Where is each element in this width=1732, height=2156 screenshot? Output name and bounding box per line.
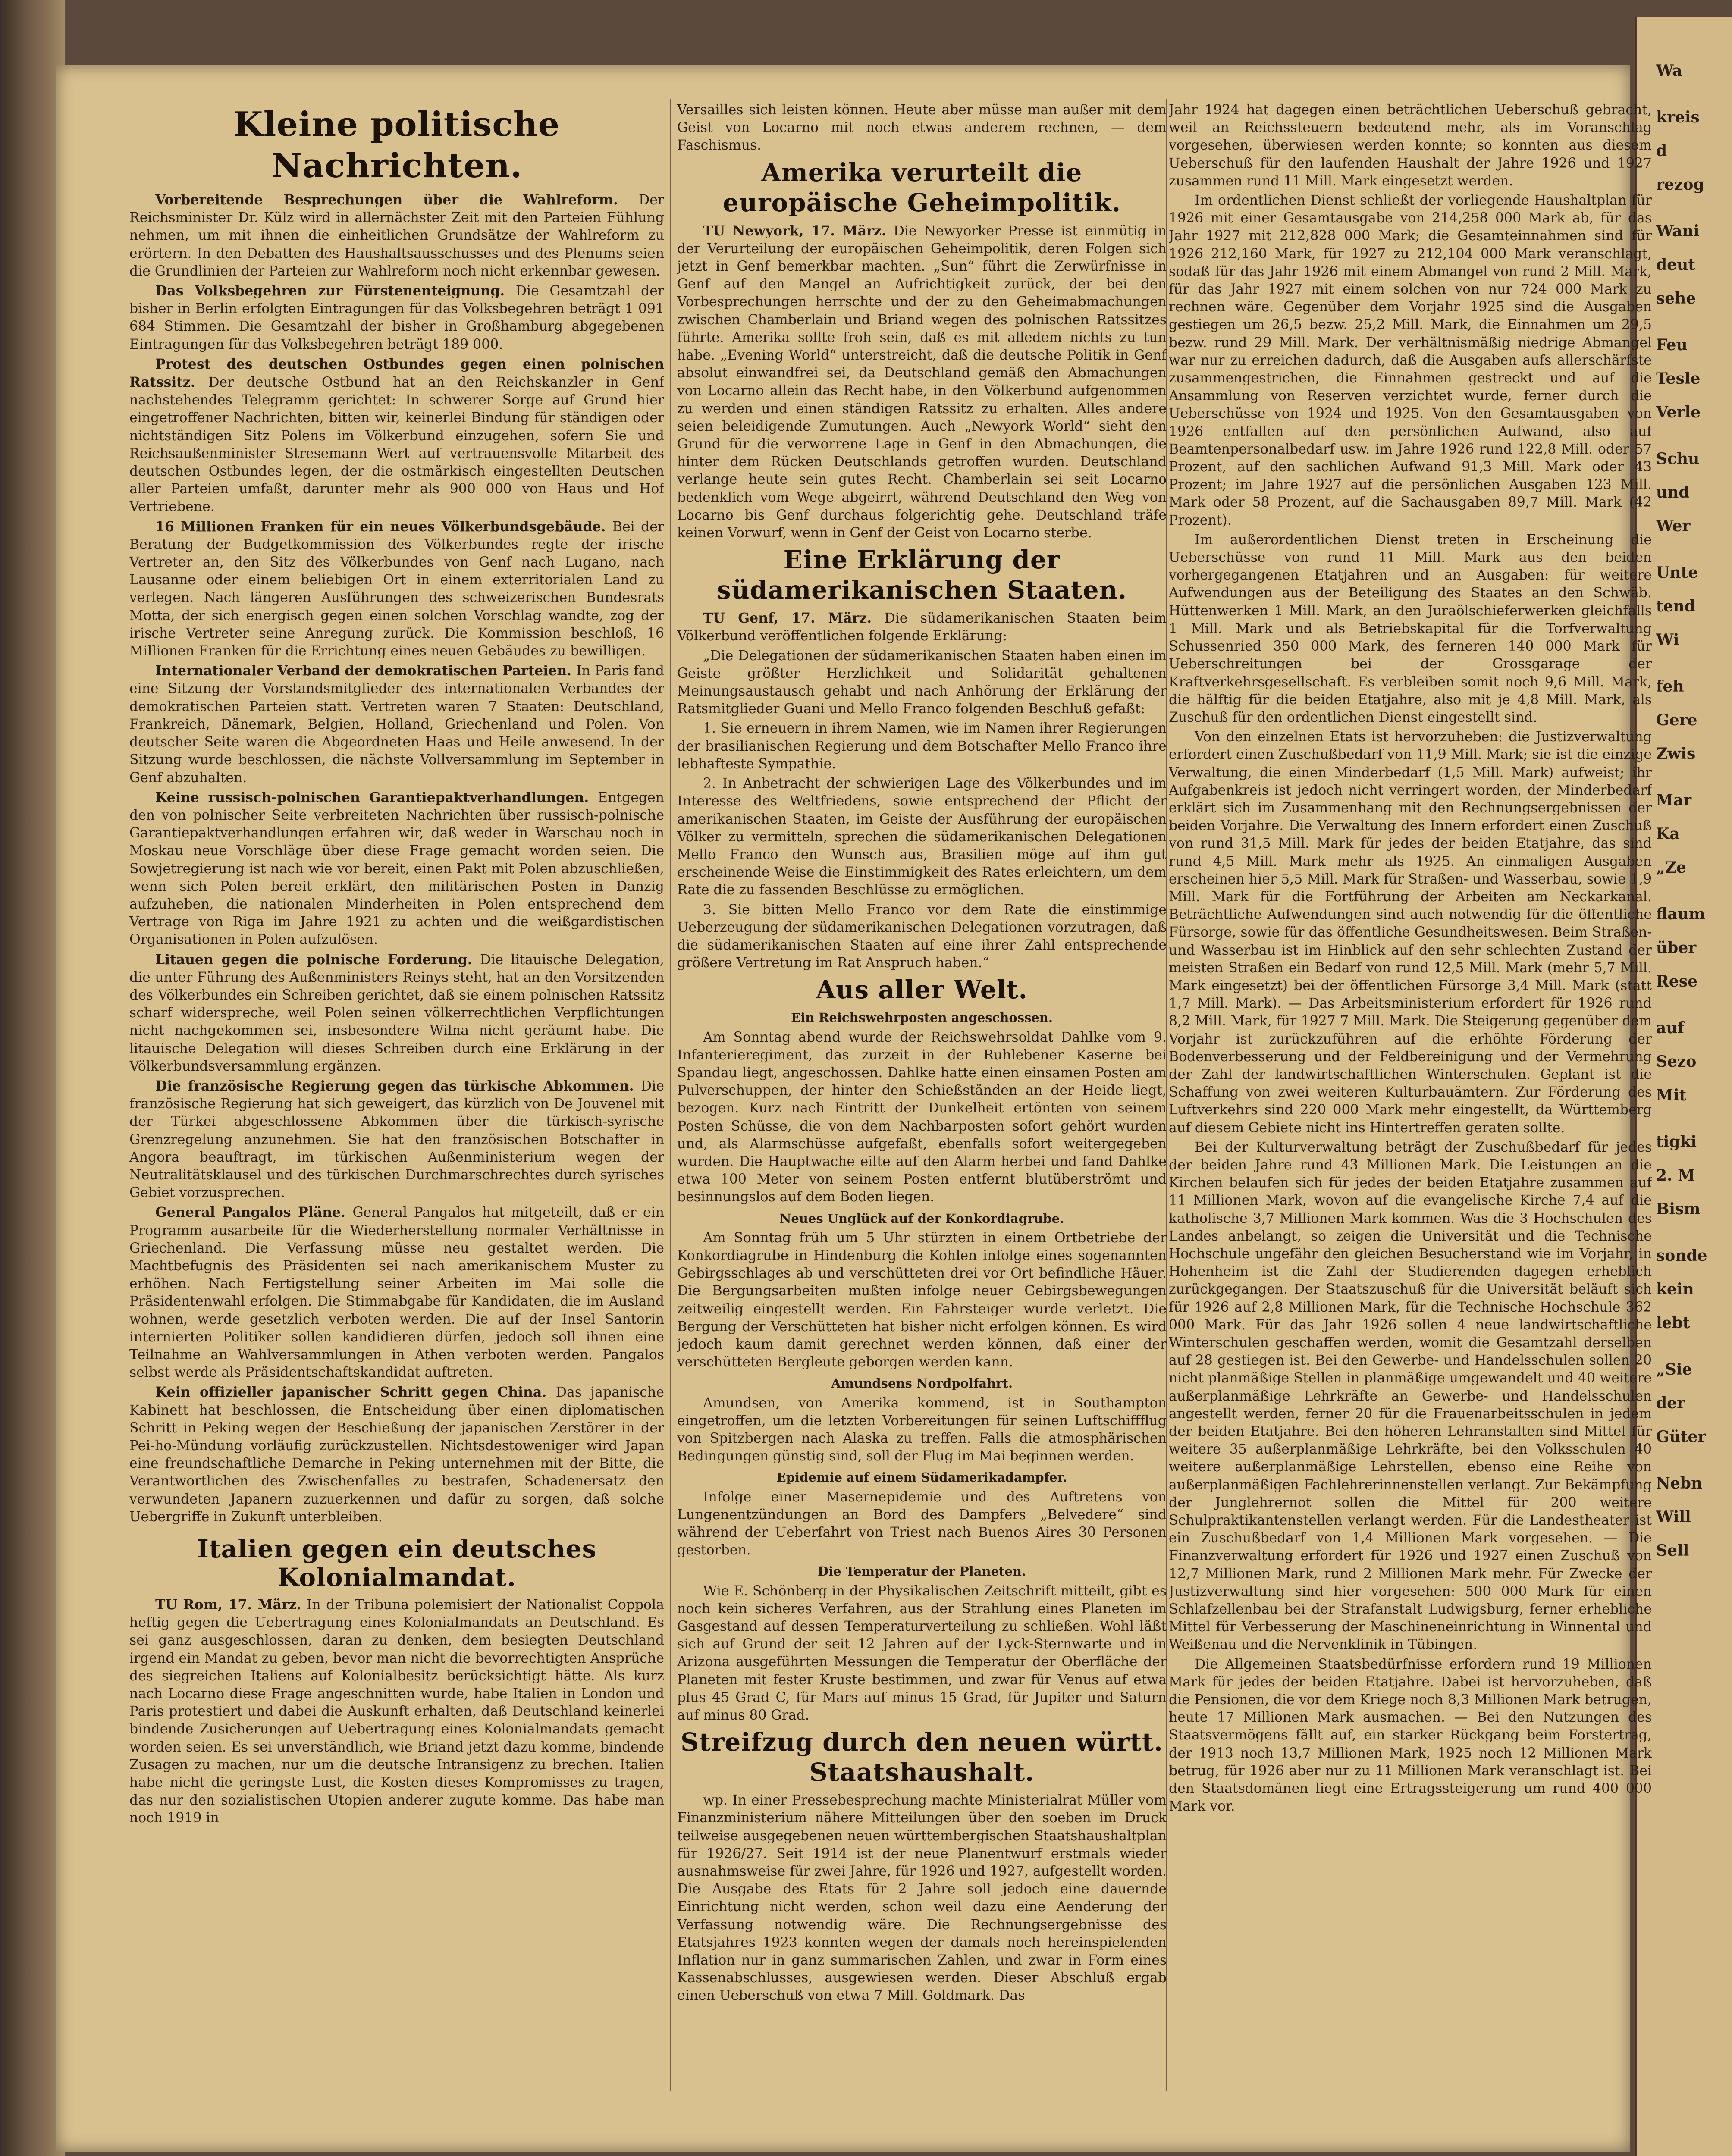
adjacent-page-fragment: kreis [1656,108,1700,126]
adjacent-page-fragment: d [1656,142,1667,160]
adjacent-page-fragment: Wi [1656,631,1679,649]
adjacent-page-fragment: Nebn [1656,1474,1703,1492]
article-text: Im außerordentlichen Dienst treten in Erscheinung die Ueberschüsse von rund 11 Mill. Mark aus den beiden vorhergegangenen Etatjahren und an Ausgaben: für weitere Aufwendungen aus der Beteiligung des Staates an den Schwäb. Hüttenwerken 1 Mill. Mark, an den Juraölschieferwerken gleichfalls 1 Mill. Mark und als Betriebskapital für die Torfverwaltung Schussenried 350 000 Mark, des ferneren 140 000 Mark für Ueberschreitungen bei der Grossgarage der Kraftverkehrsgesellschaft. Es verbleiben somit noch 9,6 Mill. Mark, die hälftig für die beiden Etatjahre, also mit je 4,8 Mill. Mark, als Zuschuß für den ordentlichen Dienst eingestellt sind. [1169,532,1652,725]
news-item-text: Das japanische Kabinett hat beschlossen, die Entscheidung über einen diplomatischen Schritt in Peking wegen der Beschießung der japanischen Zerstörer in der Pei-ho-Mündung vorläufig zurückzustellen. Nichtsdestoweniger wird Japan eine freundschaftliche Demarche in Peking unternehmen mit der Bitte, die Verantwortlichen des Zwischenfalles zu bestrafen, Schadenersatz den verwundeten Japanern zuzuerkennen und dafür zu sorgen, daß solche Uebergriffe in Zukunft unterbleiben. [129,1385,664,1525]
adjacent-page-fragment: Will [1656,1508,1691,1526]
adjacent-page-fragment: sehe [1656,289,1696,307]
article-text: Von den einzelnen Etats ist hervorzuheben: die Justizverwaltung erfordert einen Zuschußbedarf von 11,9 Mill. Mark; sie ist die einzige Verwaltung, die einen Minderbedarf (1,5 Mill. Mark) aufweist; ihr Aufgabenkreis ist jedoch nicht verringert worden, der Minderbedarf erklärt sich im Zusammenhang mit den Rechnungsergebnissen der beiden Vorjahre. Die Verwaltung des Innern erfordert einen Zuschuß von rund 31,5 Mill. Mark für jedes der beiden Etatjahre, das sind rund 4,5 Mill. Mark mehr als 1925. An einmaligen Ausgaben erscheinen hier 5,5 Mill. Mark für Straßen- und Wasserbau, sowie 1,9 Mill. Mark für die Fortführung der Arbeiten am Neckarkanal. Beträchtliche Aufwendungen sind auch notwendig für die öffentliche Fürsorge, sowie für das öffentliche Gesundheitswesen. Beim Straßen- und Wasserbau ist im Hinblick auf den sehr schlechten Zustand der meisten Straßen ein Bedarf von rund 12,5 Mill. Mark (mehr 5,7 Mill. Mark eingesetzt) bei der öffentlichen Fürsorge 3,4 Mill. Mark (statt 1,7 Mill. Mark). — Das Arbeitsministerium erfordert für 1926 rund 8,2 Mill. Mark, für 1927 7 Mill. Mark. Die Steigerung gegenüber dem Vorjahr ist zurückzuführen auf die erhöhte Förderung der Bodenverbesserung und der Feldbereinigung und der Vermehrung der Zahl der landwirtschaftlichen Winterschulen. Geplant ist die Schaffung von zwei weiteren Kulturbauämtern. Zur Förderung des Luftverkehrs sind 220 000 Mark mehr eingestellt, da Württemberg auf diesem Gebiete nicht ins Hintertreffen geraten sollte. [1169,729,1652,1136]
headline-italien: Italien gegen ein deutsches Kolonialmandat. [197,1534,597,1592]
adjacent-page-fragment: „Sie [1656,1360,1692,1379]
article-text: Am Sonntag abend wurde der Reichswehrsoldat Dahlke vom 9. Infanterieregiment, das zurzeit in der Ruhlebener Kaserne bei Spandau liegt, angeschossen. Dahlke hatte einen einsamen Posten am Pulverschuppen, der hinter den Schießständen an der Heide liegt, bezogen. Kurz nach Eintritt der Dunkelheit ertönten von seinem Posten Schüsse, die von dem Nachbarposten sofort gehört wurden und, als Alarmschüsse aufgefaßt, ebenfalls sofort weitergegeben wurden. Die Hauptwache eilte auf den Alarm herbei und fand Dahlke etwa 100 Meter von seinem Posten entfernt blutüberströmt und besinnungslos auf dem Boden liegen. [677,1029,1167,1205]
adjacent-page-fragment: über [1656,939,1697,957]
news-item-text: Bei der Beratung der Budgetkommission des Völkerbundes regte der irische Vertreter an, den Sitz des Völkerbundes von Genf nach Lugano, nach Lausanne oder einem beliebigen Ort in einem exterritorialen Land zu verlegen. Nach längeren Ausführungen des schweizerischen Bundesrats Motta, der sich energisch gegen einen solchen Vorschlag wandte, zog der irische Vertreter seine Anregung zurück. Die Kommission beschloß, 16 Millionen Franken für die Errichtung eines neuen Gebäudes zu bewilligen. [129,519,664,659]
news-item-title: Vorbereitende Besprechungen über die Wahlreform. [155,192,639,208]
news-items [129,191,664,1526]
adjacent-page-fragment: Zwis [1656,745,1696,763]
subheading: Amundsens Nordpolfahrt. [831,1376,1013,1391]
news-item-text: Entgegen den von polnischer Seite verbreiteten Nachrichten über russisch-polnische Garantiepaktverhandlungen erfahren wir, daß weder in Warschau noch in Moskau neue Vorschläge über diese Frage gemacht worden seien. Die Sowjetregierung ist nach wie vor bereit, einen Pakt mit Polen abzuschließen, wenn sich Polen bereit erklärt, den militärischen Posten in Danzig aufzuheben, die nationalen Minderheiten in Polen entsprechend dem Vertrage von Riga im Jahre 1921 zu achten und die weißgardistischen Organisationen in Polen aufzulösen. [129,790,664,948]
headline-suedamerika: Eine Erklärung der südamerikanischen Staaten. [716,545,1127,605]
adjacent-page-fragment: Bism [1656,1200,1701,1218]
news-item [129,1383,664,1526]
adjacent-page-fragment: Tesle [1656,370,1701,388]
adjacent-page-fragment: Mit [1656,1086,1687,1104]
news-item-title: Keine russisch-polnischen Garantiepaktverhandlungen. [155,789,598,805]
subheading: Epidemie auf einem Südamerikadampfer. [776,1470,1067,1485]
column-3 [1169,101,1652,2128]
article-text: In der Tribuna polemisiert der Nationalist Coppola heftig gegen die Uebertragung eines Kolonialmandats an Deutschland. Es sei ganz ausgeschlossen, daran zu denken, dem besiegten Deutschland irgend ein Mandat zu geben, bevor man nicht die bevorrechtigten Ansprüche des siegreichen Italiens auf Kolonialbesitz berücksichtigt hätte. Als kurz nach Locarno diese Frage angeschnitten wurde, habe Italien in London und Paris protestiert und dabei die Auskunft erhalten, daß Deutschland keinerlei bindende Zusicherungen auf Uebertragung eines Kolonialmandats gemacht worden seien. Es sei unverständlich, wie Briand jetzt dazu komme, bindende Zusagen zu machen, nur um die deutsche Intransigenz zu brechen. Italien habe nicht die geringste Lust, die Kosten dieses Kompromisses zu tragen, das nur den sozialistischen Utopien anderer zugute komme. Das habe man noch 1919 in [129,1597,664,1826]
article-text: Infolge einer Masernepidemie und des Auftretens von Lungenentzündungen an Bord des Dampfers „Belvedere“ sind während der Ueberfahrt von Triest nach Buenos Aires 30 Personen gestorben. [677,1489,1167,1558]
news-item-text: Der deutsche Ostbund hat an den Reichskanzler in Genf nachstehendes Telegramm gerichtet: In schwerer Sorge auf Grund hier eingetroffener Nachrichten, bitten wir, keinerlei Bindung für ständigen oder nichtständigen Sitz Polens im Völkerbund einzugehen, sofern Sie und Reichsaußenminister Stresemann Wert auf vertrauensvolle Mitarbeit des deutschen Ostbundes legen, der die ostmärkisch eingestellten Deutschen aller Parteien umfaßt, darunter mehr als 900 000 von Haus und Hof Vertriebene. [129,375,664,515]
article-text: Jahr 1924 hat dagegen einen beträchtlichen Ueberschuß gebracht, weil an Reichssteuern bedeutend mehr, als im Voranschlag vorgesehen, überwiesen werden konnte; so konnten aus diesem Ueberschuß für den laufenden Haushalt der Jahre 1926 und 1927 zusammen rund 11 Mill. Mark eingesetzt werden. [1169,102,1652,189]
continued-text: Versailles sich leisten können. Heute aber müsse man außer mit dem Geist von Locarno mit noch etwas anderem rechnen, — dem Faschismus. [677,102,1167,154]
article-italien [129,1596,664,1827]
adjacent-page-fragment: tigki [1656,1133,1697,1151]
news-item [129,282,664,354]
news-item [129,662,664,787]
news-item [129,355,664,516]
adjacent-page-fragment: Feu [1656,336,1688,354]
adjacent-page-fragment: flaum [1656,905,1705,923]
adjacent-page-fragment: deut [1656,256,1695,274]
adjacent-page-fragment: sonde [1656,1247,1707,1265]
adjacent-page-fragment: lebt [1656,1314,1690,1332]
article-text: Am Sonntag früh um 5 Uhr stürzten in einem Ortbetriebe der Konkordiagrube in Hindenburg die Kohlen infolge eines sogenannten Gebirgsschlages ab und verschütteten drei vor Ort befindliche Häuer. Die Bergungsarbeiten mußten infolge neuer Gebirgsbewegungen zeitweilig eingestellt werden. Ein Fahrsteiger wurde verletzt. Die Bergung der Verschütteten hat bisher nicht erfolgen können. Es wird jedoch kaum damit gerechnet werden können, daß einer der verschütteten Bergleute geborgen werden kann. [677,1230,1167,1370]
dateline: TU Newyork, 17. März. [703,222,886,239]
news-item-title: Die französische Regierung gegen das türkische Abkommen. [155,1078,641,1094]
adjacent-page-fragment: Wa [1656,62,1682,80]
article-suedamerika [677,609,1167,645]
quote-point-2: 2. In Anbetracht der schwierigen Lage des Völkerbundes und im Interesse des Weltfriedens, sowie entsprechend der Pflicht der amerikanischen Staaten, im Geiste der Ausführung der europäischen Völker zu vermitteln, sprechen die südamerikanischen Delegationen Mello Franco den Wunsch aus, Brasilien möge auf ihm gut erscheinende Weise die Einstimmigkeit des Rates erleichtern, um dem Rate die zu fassenden Beschlüsse zu ermöglichen. [677,776,1167,898]
binding-edge [0,0,65,2156]
adjacent-page-fragment: feh [1656,677,1684,696]
adjacent-page-fragment: 2. M [1656,1166,1695,1185]
news-item [129,789,664,949]
article-text: wp. In einer Pressebesprechung machte Ministerialrat Müller vom Finanzministerium nähere Mitteilungen über den soeben im Druck teilweise ausgegebenen neuen württembergischen Staatshaushaltplan für 1926/27. Seit 1914 ist der neue Planentwurf erstmals wieder ausnahmsweise für zwei Jahre, für 1926 und 1927, aufgestellt worden. Die Ausgabe des Etats für 2 Jahre soll jedoch eine dauernde Einrichtung nicht werden, schon weil dazu eine Aenderung der Verfassung notwendig wäre. Die Rechnungsergebnisse des Etatsjahres 1923 konnten wegen der damals noch hereinspielenden Inflation nur in ganz summarischen Zahlen, und zwar in Form eines Kassenabschlusses, ausgewiesen werden. Dieser Abschluß ergab einen Ueberschuß von etwa 7 Mill. Goldmark. Das [677,1792,1167,2004]
article-amerika [677,222,1167,542]
adjacent-page-fragment: Ka [1656,825,1680,843]
article-text: Die Newyorker Presse ist einmütig in der Verurteilung der europäischen Geheimpolitik, deren Folgen sich jetzt in Genf bemerkbar machten. „Sun“ führt die Zerwürfnisse in Genf auf den Mangel an Aufrichtigkeit zurück, der bei den Vorbesprechungen herrschte und der zu den Geheimabmachungen zwischen Chamberlain und Briand wegen des polnischen Ratssitzes führte. Amerika sollte froh sein, daß es mit alledem nichts zu tun habe. „Evening World“ unterstreicht, daß die deutsche Politik in Genf absolut einwandfrei sei, da Deutschland gemäß den Abmachungen von Locarno allein das Recht habe, in den Völkerbund aufgenommen zu werden und einen ständigen Ratssitz zu erhalten. Alles andere seien beleidigende Zumutungen. Auch „Newyork World“ sieht den Grund für die verworrene Lage in Genf in den Abmachungen, die hinter dem Rücken Deutschlands getroffen wurden. Deutschland verlange heute sein gutes Recht. Chamberlain sei seit Locarno bedenklich vom Wege abgeirrt, während Deutschland den Weg von Locarno bis Genf durchaus folgerichtig gehe. Deutschland träfe keinen Vorwurf, wenn in Genf der Geist von Locarno sterbe. [677,223,1167,541]
news-item [129,191,664,280]
news-item [129,1203,664,1382]
quote-paragraph: „Die Delegationen der südamerikanischen Staaten haben einen im Geiste größter Herzlichkeit und Solidarität gehaltenen Meinungsaustausch gehabt und nach Anhörung der Erklärung der Ratsmitglieder Guani und Mello Franco folgenden Beschluß gefaßt: [677,648,1167,717]
subheading: Die Temperatur der Planeten. [817,1564,1026,1579]
news-item-title: Das Volksbegehren zur Fürstenenteignung. [155,283,516,299]
adjacent-page-fragment: Sell [1656,1542,1689,1560]
quote-point-1: 1. Sie erneuern in ihrem Namen, wie im Namen ihrer Regierungen der brasilianischen Regierung und dem Botschafter Mello Franco ihre lebhafteste Sympathie. [677,721,1167,772]
adjacent-page-fragment: Mar [1656,791,1692,809]
article-text: Im ordentlichen Dienst schließt der vorliegende Haushaltplan für 1926 mit einer Gesamtausgabe von 214,258 000 Mark ab, für das Jahr 1927 mit 212,828 000 Mark; die Gesamteinnahmen sind für 1926 212,160 Mark, für 1927 zu 212,104 000 Mark veranschlagt, sodaß für das Jahr 1926 mit einem Abmangel von rund 2 Mill. Mark, für das Jahr 1927 mit einem solchen von nur 724 000 Mark zu rechnen wäre. Gegenüber dem Vorjahr 1925 sind die Ausgaben gestiegen um 26,5 bezw. 25,2 Mill. Mark, die Einnahmen um 29,5 bezw. rund 29 Mill. Mark. Der verhältnismäßig niedrige Abmangel war nur zu erreichen dadurch, daß die Ausgaben aufs allerschärfste zusammengestrichen, die Einnahmen gestreckt und auf die Ansammlung von Reserven verzichtet wurde, ferner durch die Ueberschüsse von 1924 und 1925. Von den Gesamtausgaben von 1926 entfallen auf den persönlichen Aufwand, also auf Beamtenpersonalbedarf usw. im Jahre 1926 rund 122,8 Mill. oder 57 Prozent, auf den sachlichen Aufwand 91,3 Mill. Mark oder 43 Prozent; im Jahre 1927 auf die persönlichen Ausgaben 123 Mill. Mark oder 58 Prozent, auf die Sachausgaben 89,7 Mill. Mark (42 Prozent). [1169,193,1652,528]
news-item-text: Der Reichsminister Dr. Külz wird in allernächster Zeit mit den Parteien Fühlung nehmen, um mit ihnen die einheitlichen Grundsätze der Wahlreform zu erörtern. In den Debatten des Haushaltsausschusses und des Plenums seien die Grundlinien der Parteien zur Wahlreform noch nicht erkennbar gewesen. [129,192,664,279]
adjacent-page-fragment: Güter [1656,1428,1706,1446]
adjacent-page-fragment: Gere [1656,711,1697,729]
news-item-text: General Pangalos hat mitgeteilt, daß er ein Programm ausarbeite für die Wiederherstellung normaler Verhältnisse in Griechenland. Die Verfassung müsse neu gestaltet werden. Die Machtbefugnis des Präsidenten sei nach amerikanischem Muster zu erhöhen. Nach Fertigstellung seiner Arbeiten im Mai solle die Präsidentenwahl erfolgen. Die Stimmabgabe für Kandidaten, die im Ausland wohnen, werde gesetzlich verboten werden. Die auf der Insel Santorin internierten Politiker sollen kandidieren dürfen, jedoch soll ihnen eine Teilnahme an Wahlversammlungen in Athen verboten werden. Pangalos selbst werde als Präsidentschaftskandidat auftreten. [129,1205,664,1381]
headline-amerika: Amerika verurteilt die europäische Geheimpolitik. [722,157,1121,217]
adjacent-page-fragment: rezog [1656,175,1704,194]
news-item-text: Die litauische Delegation, die unter Führung des Außenministers Reinys steht, hat an den Vorsitzenden des Völkerbundes ein Schreiben gerichtet, daß sie einem polnischen Ratssitz scharf widerspreche, weil Polen seinen völkerrechtlichen Verpflichtungen nicht nachgekommen sei, insbesondere Wilna nicht geräumt habe. Die litauische Delegation will dieses Schreiben durch eine Erklärung in der Völkerbundsversammlung ergänzen. [129,952,664,1074]
article-text: Die südamerikanischen Staaten beim Völkerbund veröffentlichen folgende Erklärung: [677,611,1167,644]
adjacent-page-fragment: Schu [1656,450,1700,468]
dateline: TU Rom, 17. März. [155,1597,301,1613]
column-2 [677,101,1167,2128]
adjacent-page-fragment: Sezo [1656,1053,1697,1071]
adjacent-page-text [1656,60,1729,1587]
adjacent-page-fragment: Wani [1656,222,1700,240]
adjacent-page-fragment: Rese [1656,972,1697,990]
adjacent-page-fragment: der [1656,1394,1685,1412]
article-text: Amundsen, von Amerika kommend, ist in Southampton eingetroffen, um die letzten Vorbereitungen für seinen Luftschiffflug von Spitzbergen nach Alaska zu treffen. Falls die atmosphärischen Bedingungen günstig sind, soll der Flug im Mai beginnen werden. [677,1395,1167,1464]
adjacent-page-fragment: Unte [1656,564,1698,582]
column-rule [670,99,671,2091]
news-item-text: Die Gesamtzahl der bisher in Berlin erfolgten Eintragungen für das Volksbegehren beträgt 1 091 684 Stimmen. Die Gesamtzahl der bisher in Großhamburg abgegebenen Eintragungen für das Volksbegehren beträgt 189 000. [129,283,664,352]
news-item-title: Internationaler Verband der demokratischen Parteien. [155,663,577,679]
news-item-text: In Paris fand eine Sitzung der Vorstandsmitglieder des internationalen Verbandes der demokratischen Parteien statt. Vertreten waren 7 Staaten: Deutschland, Frankreich, Dänemark, Belgien, Holland, Griechenland und Polen. Von deutscher Seite waren die Abgeordneten Haas und Heile anwesend. In der Sitzung wurde beschlossen, die nächste Vollversammlung im September in Genf abzuhalten. [129,663,664,786]
news-item [129,951,664,1075]
news-item-title: General Pangalos Pläne. [155,1204,353,1221]
article-text: Bei der Kulturverwaltung beträgt der Zuschußbedarf für jedes der beiden Jahre rund 43 Millionen Mark. Die Leistungen an die Kirchen belaufen sich für jedes der beiden Etatjahre zusammen auf 11 Millionen Mark, wovon auf die evangelische Kirche 7,4 auf die katholische 3,7 Millionen Mark kommen. Was die 3 Hochschulen des Landes anbelangt, so zeigen die Universität und die Technische Hochschule ungefähr den gleichen Besucherstand wie im Vorjahr, in Hohenheim ist die Zahl der Studierenden dagegen erheblich zurückgegangen. Der Staatszuschuß für die Universität beläuft sich für 1926 auf 2,8 Millionen Mark, für die Technische Hochschule 362 000 Mark. Für das Jahr 1926 sollen 4 neue landwirtschaftliche Winterschulen geschaffen werden, womit die Gesamtzahl derselben auf 28 gestiegen ist. Bei den Gewerbe- und Handelsschulen sollen 20 nicht planmäßige Stellen in planmäßige umgewandelt und 40 weitere außerplanmäßige Lehrkräfte an Gewerbe- und Handelsschulen angestellt werden, ferner 20 für die Frauenarbeitsschulen in jedem der beiden Etatjahre. Bei den höheren Lehranstalten sind Mittel für weitere 35 außerplanmäßige Lehrkräfte, bei den Volksschulen 40 weitere außerplanmäßige Lehrstellen, ebenso eine Reihe von außerplanmäßigen Fachlehrerinnenstellen verlangt. Zur Bekämpfung der Junglehrernot sollen die Mittel für 200 weitere Schulpraktikantenstellen verlangt werden. Für die Landestheater ist ein Zuschußbedarf von 1,4 Millionen Mark vorgesehen. — Die Finanzverwaltung erfordert für 1926 und 1927 einen Zuschuß von 12,7 Millionen Mark, rund 2 Millionen Mark mehr. Für Zwecke der Justizverwaltung sind hier vorgesehen: 500 000 Mark für einen Schlafzellenbau bei der Strafanstalt Ludwigsburg, ferner erhebliche Mittel für Verbesserung der Maschineneinrichtung in Winnental und Weißenau und die Nervenklinik in Tübingen. [1169,1139,1652,1653]
adjacent-page-fragment: und [1656,483,1690,501]
adjacent-page-fragment: „Ze [1656,859,1686,877]
adjacent-page-fragment: Wer [1656,517,1691,535]
subheading: Ein Reichswehrposten angeschossen. [791,1010,1053,1025]
column-1 [129,101,664,2128]
headline-kleine-nachrichten: Kleine politische Nachrichten. [233,105,560,185]
news-item-title: Kein offizieller japanischer Schritt gegen China. [155,1384,556,1401]
news-item-title: Litauen gegen die polnische Forderung. [155,951,480,968]
subheading: Neues Unglück auf der Konkordiagrube. [779,1211,1064,1226]
article-text: Die Allgemeinen Staatsbedürfnisse erfordern rund 19 Millionen Mark für jedes der beiden Etatjahre. Dabei ist hervorzuheben, daß die Pensionen, die vor dem Kriege noch 8,3 Millionen Mark betrugen, heute 17 Millionen Mark ausmachen. — Bei den Nutzungen des Staatsvermögens fällt auf, ein starker Rückgang beim Forstertrag, der 1913 noch 13,7 Millionen Mark, 1925 noch 12 Millionen Mark betrug, für 1926 aber nur zu 11 Millionen Mark veranschlagt ist. Bei den Staatsdomänen liegt eine Ertragssteigerung um rund 400 000 Mark vor. [1169,1656,1652,1814]
news-item [129,1077,664,1202]
dateline: TU Genf, 17. März. [703,610,872,627]
quote-point-3: 3. Sie bitten Mello Franco vor dem Rate die einstimmige Ueberzeugung der südamerikanischen Delegationen vorzutragen, daß die südamerikanischen Staaten auf eine ihrer Zahl entsprechende größere Vertretung im Rat Anspruch haben.“ [677,902,1167,971]
news-item [129,518,664,661]
adjacent-page-fragment: auf [1656,1019,1684,1037]
headline-staatshaushalt: Streifzug durch den neuen württ. Staatshaushalt. [681,1727,1163,1787]
adjacent-page-fragment: kein [1656,1280,1694,1298]
news-item-title: Protest des deutschen Ostbundes gegen einen polnischen Ratssitz. [129,356,664,391]
news-item-text: Die französische Regierung hat sich geweigert, das kürzlich von De Jouvenel mit der Türkei abgeschlossene Abkommen über die türkisch-syrische Grenzregelung anzunehmen. Sie hat den französischen Botschafter in Angora beauftragt, im türkischen Außenministerium wegen der Neutralitätsklausel und des türkischen Durchmarschrechtes durch syrisches Gebiet vorzusprechen. [129,1078,664,1201]
adjacent-page-fragment: Verle [1656,403,1701,421]
article-text: Wie E. Schönberg in der Physikalischen Zeitschrift mitteilt, gibt es noch kein sicheres Verfahren, aus der Strahlung eines Planeten im Gasgestand auf dessen Temperaturverteilung zu schließen. Wohl läßt sich auf Grund der seit 12 Jahren auf der Lyck-Sternwarte und in Arizona ausgeführten Messungen die Temperatur der Oberfläche der Planeten mit fester Kruste bestimmen, und zwar für Venus auf etwa plus 45 Grad C, für Mars auf minus 15 Grad, für Jupiter und Saturn auf minus 80 Grad. [677,1583,1167,1724]
news-item-title: 16 Millionen Franken für ein neues Völkerbundsgebäude. [155,518,612,535]
headline-aus-aller-welt: Aus aller Welt. [816,975,1028,1005]
adjacent-page-fragment: tend [1656,597,1695,615]
